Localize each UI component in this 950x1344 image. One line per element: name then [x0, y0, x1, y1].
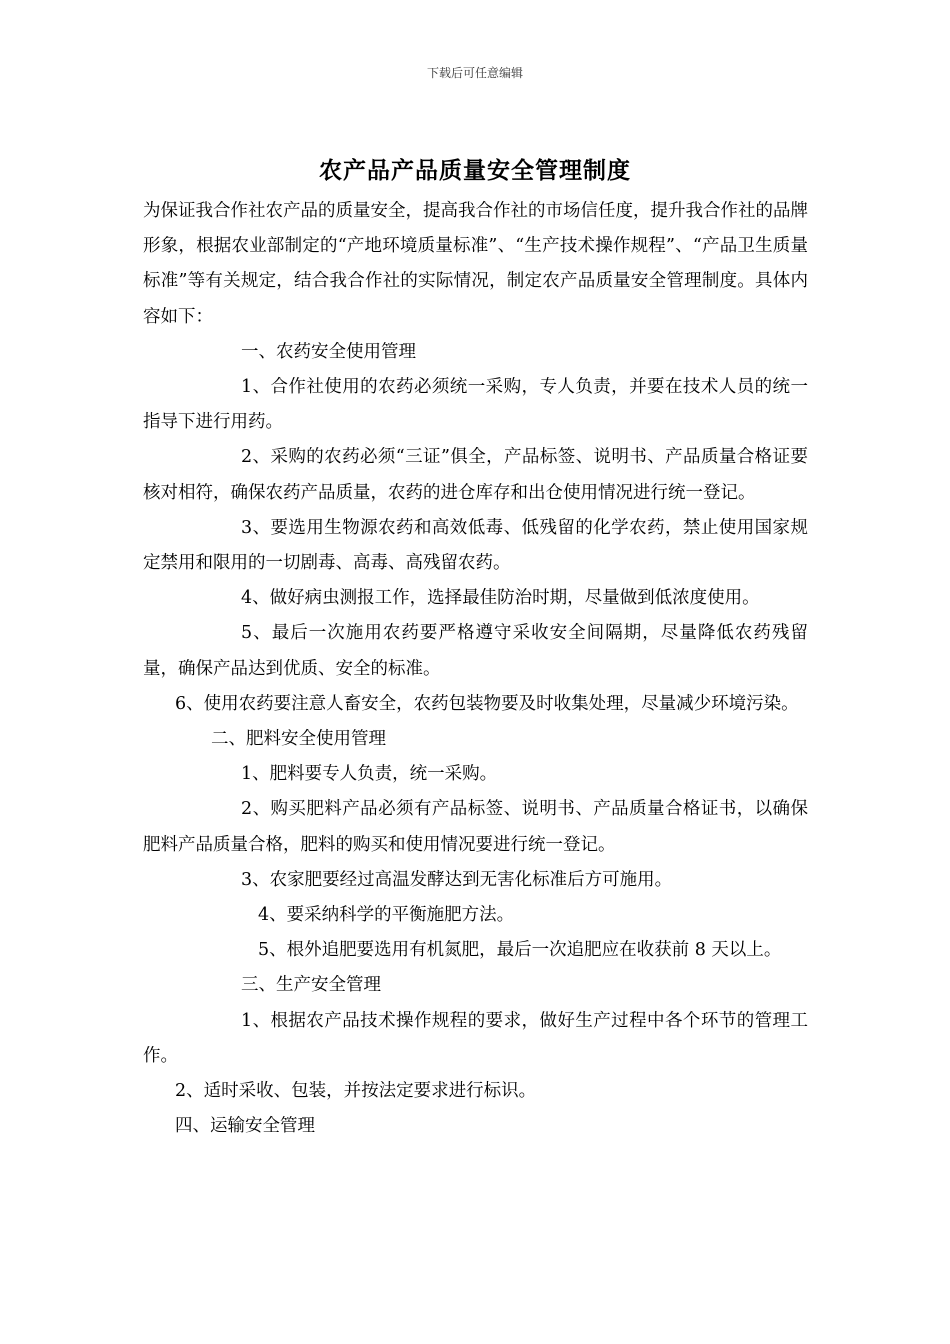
pesticide-item-5: 5、最后一次施用农药要严格遵守采收安全间隔期，尽量降低农药残留量，确保产品达到优质、安全的标准。	[143, 623, 808, 679]
section-heading-pesticide: 一、农药安全使用管理	[241, 341, 416, 362]
section-heading-transport: 四、运输安全管理	[175, 1116, 315, 1137]
pesticide-item-4: 4、做好病虫测报工作，选择最佳防治时期，尽量做到低浓度使用。	[241, 588, 760, 609]
fertilizer-item-2: 2、购买肥料产品必须有产品标签、说明书、产品质量合格证书，以确保肥料产品质量合格，肥料的购买和使用情况要进行统一登记。	[143, 799, 808, 855]
production-item-1: 1、根据农产品技术操作规程的要求，做好生产过程中各个环节的管理工作。	[143, 1010, 808, 1066]
section-heading-production: 三、生产安全管理	[241, 975, 381, 996]
pesticide-item-1: 1、合作社使用的农药必须统一采购，专人负责，并要在技术人员的统一指导下进行用药。	[143, 377, 808, 433]
production-item-2: 2、适时采收、包装，并按法定要求进行标识。	[175, 1081, 537, 1102]
pesticide-item-3: 3、要选用生物源农药和高效低毒、低残留的化学农药，禁止使用国家规定禁用和限用的一切剧毒、高毒、高残留农药。	[143, 517, 808, 574]
fertilizer-item-5: 5、根外追肥要选用有机氮肥，最后一次追肥应在收获前 8 天以上。	[258, 940, 782, 961]
document-title: 农产品产品质量安全管理制度	[319, 157, 631, 184]
section-heading-fertilizer: 二、肥料安全使用管理	[211, 729, 386, 750]
header-note: 下载后可任意编辑	[426, 66, 523, 80]
fertilizer-item-4: 4、要采纳科学的平衡施肥方法。	[258, 905, 515, 926]
document-body	[143, 194, 808, 1144]
fertilizer-item-1: 1、肥料要专人负责，统一采购。	[241, 764, 498, 785]
fertilizer-item-3: 3、农家肥要经过高温发酵达到无害化标准后方可施用。	[241, 869, 673, 890]
pesticide-item-6: 6、使用农药要注意人畜安全，农药包装物要及时收集处理，尽量减少环境污染。	[175, 693, 799, 714]
pesticide-item-2: 2、采购的农药必须“三证”俱全，产品标签、说明书、产品质量合格证要核对相符，确保农药产品质量，农药的进仓库存和出仓使用情况进行统一登记。	[143, 447, 808, 503]
intro-paragraph: 为保证我合作社农产品的质量安全，提高我合作社的市场信任度，提升我合作社的品牌形象，根据农业部制定的“产地环境质量标准”、“生产技术操作规程”、“产品卫生质量标准”等有关规定，结合我合作社的实际情况，制定农产品质量安全管理制度。具体内容如下：	[143, 201, 808, 327]
